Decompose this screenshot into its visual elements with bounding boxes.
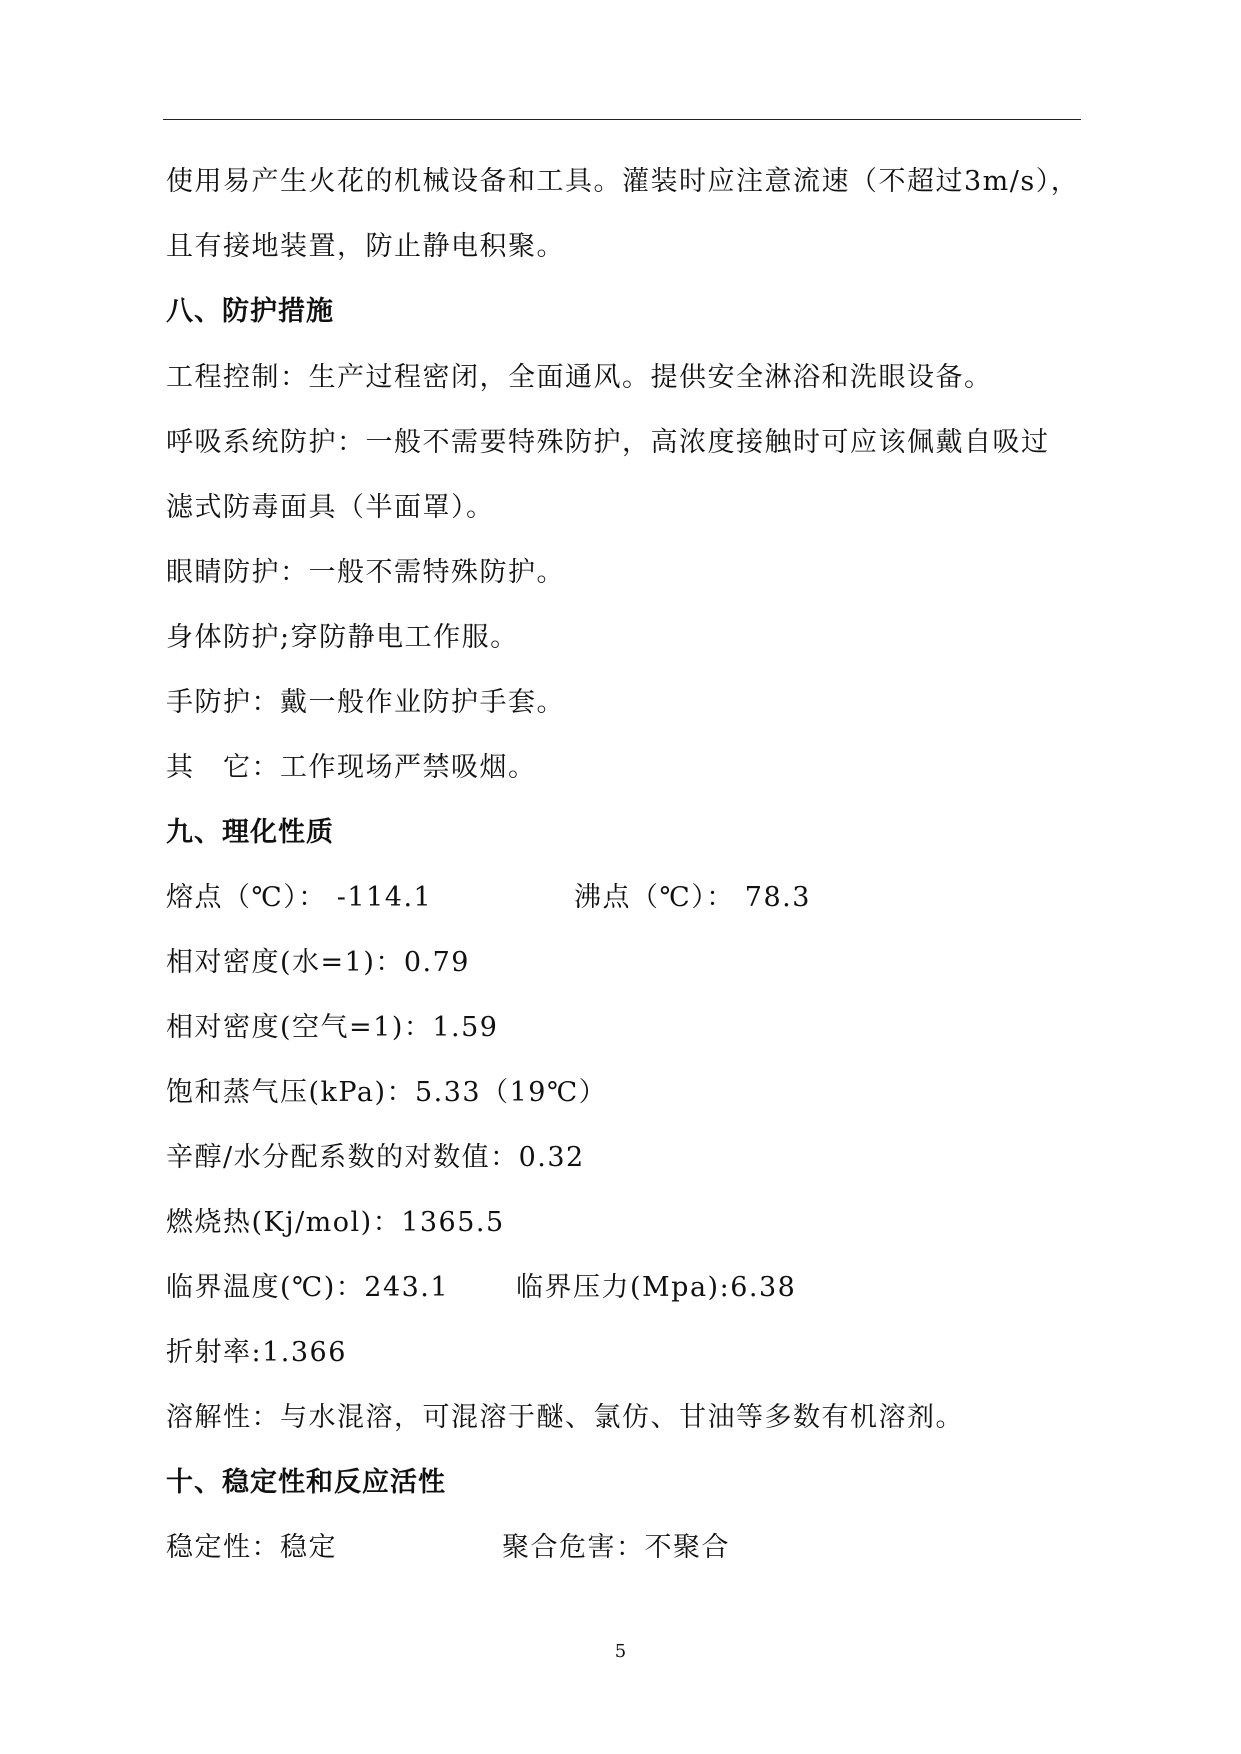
combustion-heat-text: 燃烧热(Kj/mol)：1365.5 (166, 1207, 505, 1238)
other-protection-text: 其 它：工作现场严禁吸烟。 (166, 752, 537, 783)
melting-point-text: 熔点（℃）： -114.1 (166, 882, 433, 913)
stability-row (166, 1528, 1066, 1568)
body-protection-text: 身体防护;穿防静电工作服。 (166, 622, 519, 653)
header-rule (163, 119, 1081, 120)
page-number: 5 (614, 1641, 627, 1662)
hand-protection-text: 手防护：戴一般作业防护手套。 (166, 687, 565, 718)
critical-values-row (166, 1268, 1066, 1308)
vapor-pressure-text: 饱和蒸气压(kPa)：5.33（19℃） (166, 1077, 608, 1108)
body-text-line: 且有接地装置，防止静电积聚。 (166, 231, 565, 262)
polymerization-hazard-text: 聚合危害：不聚合 (502, 1532, 730, 1563)
stability-text: 稳定性：稳定 (166, 1532, 337, 1563)
melting-boiling-row (166, 878, 1066, 918)
eye-protection-text: 眼睛防护：一般不需特殊防护。 (166, 557, 565, 588)
section-heading-properties: 九、理化性质 (166, 817, 334, 848)
section-heading-stability: 十、稳定性和反应活性 (166, 1467, 446, 1498)
critical-temperature-text: 临界温度(℃)：243.1 (166, 1272, 450, 1303)
relative-density-air-text: 相对密度(空气=1)：1.59 (166, 1012, 499, 1043)
refractive-index-text: 折射率:1.366 (166, 1337, 347, 1368)
section-heading-protection: 八、防护措施 (166, 296, 334, 327)
solubility-text: 溶解性：与水混溶，可混溶于醚、氯仿、甘油等多数有机溶剂。 (166, 1402, 964, 1433)
partition-coefficient-text: 辛醇/水分配系数的对数值：0.32 (166, 1142, 585, 1173)
body-text-line: 使用易产生火花的机械设备和工具。灌装时应注意流速（不超过3m/s）， (166, 166, 1080, 197)
respiratory-protection-text-cont: 滤式防毒面具（半面罩）。 (166, 492, 495, 523)
relative-density-water-text: 相对密度(水=1)：0.79 (166, 947, 470, 978)
respiratory-protection-text: 呼吸系统防护：一般不需要特殊防护，高浓度接触时可应该佩戴自吸过 (166, 427, 1050, 458)
engineering-control-text: 工程控制：生产过程密闭，全面通风。提供安全淋浴和洗眼设备。 (166, 362, 993, 393)
critical-pressure-text: 临界压力(Mpa):6.38 (516, 1272, 797, 1303)
boiling-point-text: 沸点（℃）： 78.3 (574, 882, 811, 913)
